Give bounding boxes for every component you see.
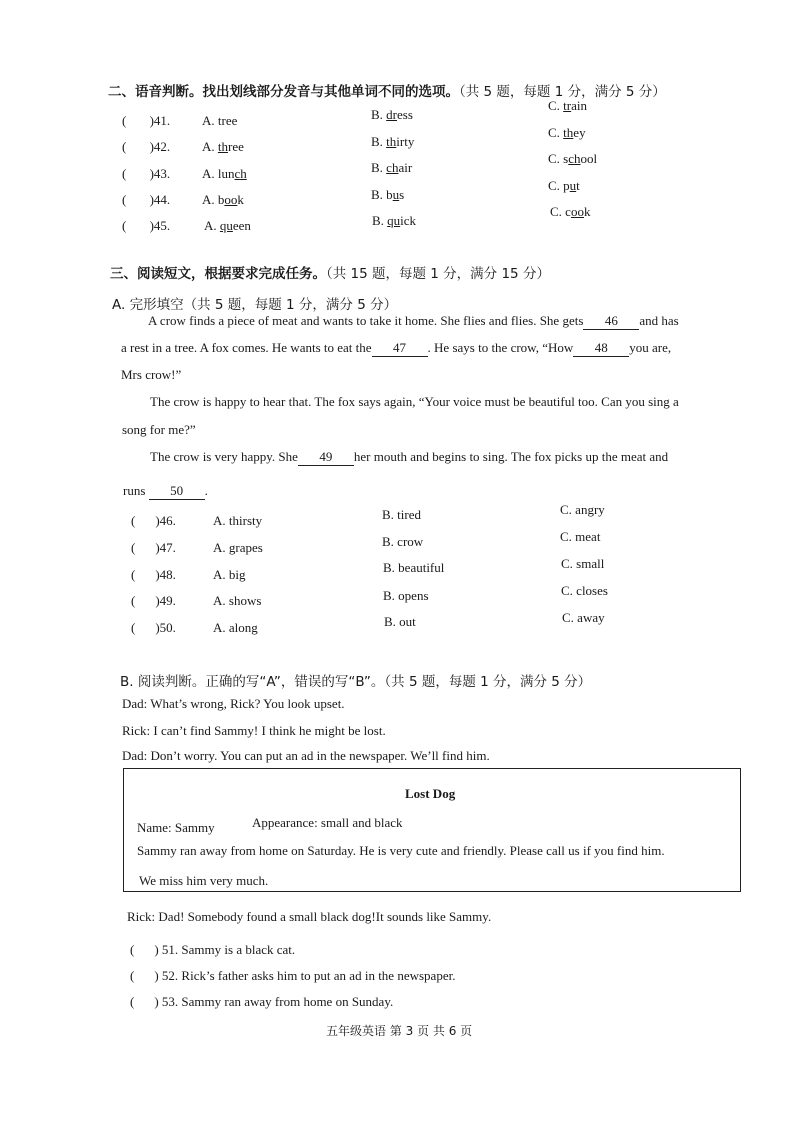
option-b: B. quick xyxy=(372,213,417,228)
option-row: ( )47. xyxy=(131,540,176,555)
cloze-line: A crow finds a piece of meat and wants to take it home. She flies and flies. She gets 46 and has xyxy=(148,313,679,328)
option-row: ( )46. xyxy=(131,513,176,528)
option-c: C. cook xyxy=(550,204,591,219)
blank-50: 50 xyxy=(149,483,205,500)
question-number: )43. xyxy=(149,166,171,181)
answer-paren: ( xyxy=(122,218,127,233)
option-c: C. train xyxy=(548,98,588,113)
judge-question: ( ) 52. Rick’s father asks him to put an ad in the newspaper. xyxy=(130,968,456,983)
lost-dog-ad xyxy=(123,768,741,892)
part-b-heading xyxy=(120,670,591,690)
option-b: B. thirty xyxy=(371,134,415,149)
option-c: C. angry xyxy=(560,502,605,517)
option-a: A. queen xyxy=(204,218,251,233)
option-b: B. out xyxy=(384,614,416,629)
option-a: A. lunch xyxy=(202,166,247,181)
section-3-title: 三、阅读短文，根据要求完成任务。 xyxy=(110,266,326,282)
blank-49: 49 xyxy=(298,449,354,466)
option-c: C. meat xyxy=(560,529,601,544)
judge-question: ( ) 53. Sammy ran away from home on Sunday. xyxy=(130,994,394,1009)
section-2-note: （共 5 题，每题 1 分，满分 5 分） xyxy=(459,84,666,100)
part-b-note: （共 5 题，每题 1 分，满分 5 分） xyxy=(384,674,592,690)
option-c: C. school xyxy=(548,151,598,166)
option-row: ( )48. xyxy=(131,567,176,582)
section-2-heading xyxy=(108,80,666,100)
judge-question: ( ) 51. Sammy is a black cat. xyxy=(130,942,296,957)
section-3-note: （共 15 题，每题 1 分，满分 15 分） xyxy=(326,266,550,282)
answer-paren: ( xyxy=(122,192,127,207)
ad-appearance: Appearance: small and black xyxy=(252,815,403,830)
option-c: C. they xyxy=(548,125,586,140)
option-c: C. put xyxy=(548,178,580,193)
phonics-row xyxy=(122,166,170,182)
answer-paren: ( xyxy=(122,166,127,181)
option-a: A. shows xyxy=(213,593,262,608)
phonics-row xyxy=(122,139,170,155)
question-number: )41. xyxy=(149,113,171,128)
phonics-row xyxy=(122,218,170,234)
cloze-line: song for me?” xyxy=(122,422,196,437)
option-a: A. along xyxy=(213,620,258,635)
part-a-title: A. 完形填空（共 5 题，每题 1 分，满分 5 分） xyxy=(112,297,398,313)
cloze-line: Mrs crow!” xyxy=(121,367,182,382)
option-a: A. big xyxy=(213,567,246,582)
option-a: A. thirsty xyxy=(213,513,263,528)
cloze-line: The crow is happy to hear that. The fox says again, “Your voice must be beautiful too. Can you sing a xyxy=(150,394,679,409)
option-b: B. bus xyxy=(371,187,405,202)
ad-text: We miss him very much. xyxy=(139,873,269,888)
question-number: )44. xyxy=(149,192,171,207)
option-b: B. tired xyxy=(382,507,421,522)
option-c: C. small xyxy=(561,556,605,571)
option-a: A. tree xyxy=(202,113,238,128)
page-footer: 五年级英语 第 3 页 共 6 页 xyxy=(326,1024,473,1038)
option-b: B. opens xyxy=(383,588,429,603)
ad-name: Name: Sammy xyxy=(137,820,215,835)
option-row: ( )50. xyxy=(131,620,176,635)
question-number: )45. xyxy=(149,218,171,233)
cloze-line: a rest in a tree. A fox comes. He wants to eat the 47 . He says to the crow, “How 48 you are, xyxy=(121,340,672,355)
dialog-line: Rick: I can’t find Sammy! I think he might be lost. xyxy=(122,723,386,738)
option-b: B. crow xyxy=(382,534,424,549)
phonics-row xyxy=(122,113,170,129)
blank-48: 48 xyxy=(573,340,629,357)
dialog-line: Dad: Don’t worry. You can put an ad in the newspaper. We’ll find him. xyxy=(122,748,490,763)
answer-paren: ( xyxy=(122,113,127,128)
ad-text: Sammy ran away from home on Saturday. He is very cute and friendly. Please call us if you find him. xyxy=(137,843,665,858)
cloze-line: The crow is very happy. She 49 her mouth and begins to sing. The fox picks up the meat and xyxy=(150,449,669,464)
option-a: A. three xyxy=(202,139,244,154)
blank-46: 46 xyxy=(583,313,639,330)
dialog-line: Rick: Dad! Somebody found a small black dog!It sounds like Sammy. xyxy=(127,909,492,924)
option-c: C. away xyxy=(562,610,605,625)
part-b-title: B. 阅读判断。正确的写“A”，错误的写“B”。 xyxy=(120,674,385,690)
cloze-line: runs 50 . xyxy=(123,483,208,498)
option-row: ( )49. xyxy=(131,593,176,608)
option-b: B. beautiful xyxy=(383,560,445,575)
answer-paren: ( xyxy=(122,139,127,154)
option-c: C. closes xyxy=(561,583,608,598)
section-2-title: 二、语音判断。找出划线部分发音与其他单词不同的选项。 xyxy=(108,84,459,100)
option-b: B. dress xyxy=(371,107,413,122)
dialog-line: Dad: What’s wrong, Rick? You look upset. xyxy=(122,696,345,711)
phonics-row xyxy=(122,192,170,208)
option-a: A. book xyxy=(202,192,244,207)
blank-47: 47 xyxy=(372,340,428,357)
section-3-heading xyxy=(110,262,550,282)
option-a: A. grapes xyxy=(213,540,263,555)
option-b: B. chair xyxy=(371,160,413,175)
ad-title: Lost Dog xyxy=(405,786,456,801)
question-number: )42. xyxy=(149,139,171,154)
